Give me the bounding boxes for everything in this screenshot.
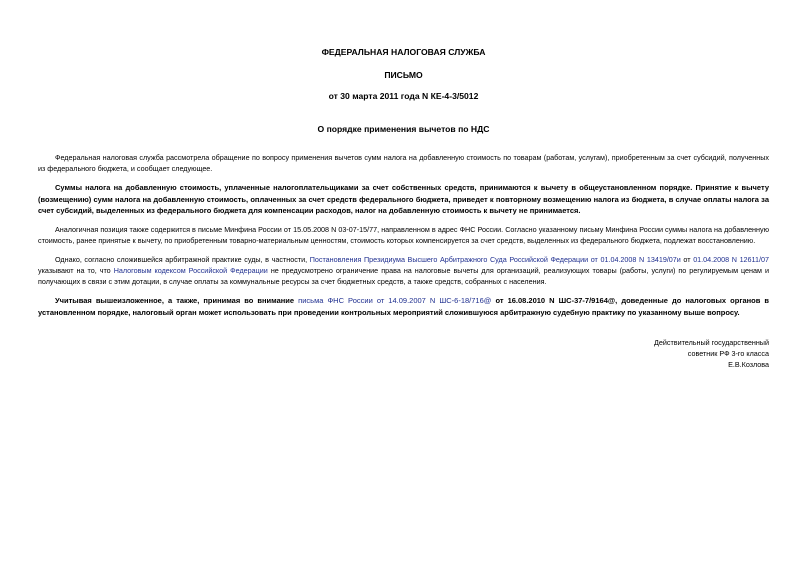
paragraph-minfin-letter: Аналогичная позиция также содержится в письме Минфина России от 15.05.2008 N 03-07-15/77, направленном в адрес ФНС России. Согласно указанному письму Минфина России суммы налога на добавленную стоимость, ранее принятые к вычету, по приобретенным товарно-материальным ценностям, стоимость которых компенсируется за счет средств, выделенных из федерального бюджета, подлежат восстановлению. bbox=[38, 225, 769, 245]
link-vas-resolution[interactable]: Постановления Президиума Высшего Арбитражного Суда Российской Федерации от 01.04.2008 N 13419/07и bbox=[309, 255, 681, 264]
link-fns-letter[interactable]: письма ФНС России от 14.09.2007 N ШС-6-18/716@ bbox=[298, 296, 492, 305]
document-subject: О порядке применения вычетов по НДС bbox=[317, 124, 490, 134]
paragraph-main-position: Суммы налога на добавленную стоимость, уплаченные налогоплательщиками за счет собственных средств, принимаются к вычету в общеустановленном порядке. Принятие к вычету (возмещению) сумм налога на добавленную стоимость, оплаченных за счет средств федерального бюджета, приведет к повторному возмещению налога из бюджета, в случае оплаты налога за счет субсидий, выделенных из федерального бюджета для компенсации расходов, налог на добавленную стоимость к вычету не принимается. bbox=[38, 183, 769, 215]
link-tax-code[interactable]: Налоговым кодексом Российской Федерации bbox=[113, 266, 268, 275]
paragraph-text: Однако, согласно сложившейся арбитражной практике суды, в частности, bbox=[55, 255, 310, 264]
paragraph-text: Учитывая вышеизложенное, а также, принимая во внимание bbox=[55, 296, 299, 305]
paragraph-text: от 16.08.2010 N ШС-37-7/9164@, доведенные до налоговых органов в установленном порядке, налоговый орган может использовать при проведении контрольных мероприятий сложившуюся арбитражную судебную практику по указанному выше вопросу. bbox=[38, 296, 770, 317]
agency-title: ФЕДЕРАЛЬНАЯ НАЛОГОВАЯ СЛУЖБА bbox=[321, 47, 486, 57]
paragraph-text: от bbox=[680, 255, 694, 264]
document-date-number: от 30 марта 2011 года N КЕ-4-3/5012 bbox=[328, 91, 479, 101]
paragraph-intro: Федеральная налоговая служба рассмотрела обращение по вопросу применения вычетов сумм налога на добавленную стоимость по товарам (работам, услугам), приобретенным за счет субсидий, полученных из федерального бюджета, и сообщает следующее. bbox=[38, 153, 769, 173]
signature-name: Е.В.Козлова bbox=[728, 360, 769, 369]
paragraph-text: не предусмотрено ограничение права на налоговые вычеты для организаций, реализующих товары (работы, услуги) по регулируемым ценам и получающих в связи с этим дотации, в случае оплаты за коммунальные ресурсы за счет бюджетных средств, а также средств, собранных с населения. bbox=[38, 266, 769, 286]
paragraph-text: указывают на то, что bbox=[38, 266, 114, 275]
signature-title: Действительный государственный bbox=[654, 338, 769, 347]
paragraph-conclusion bbox=[38, 295, 769, 318]
paragraph-court-practice bbox=[38, 254, 769, 287]
link-vas-resolution-2[interactable]: 01.04.2008 N 12611/07 bbox=[693, 255, 770, 264]
document-type: ПИСЬМО bbox=[384, 70, 423, 80]
signature-rank: советник РФ 3-го класса bbox=[687, 349, 769, 358]
signature-block bbox=[549, 337, 769, 370]
